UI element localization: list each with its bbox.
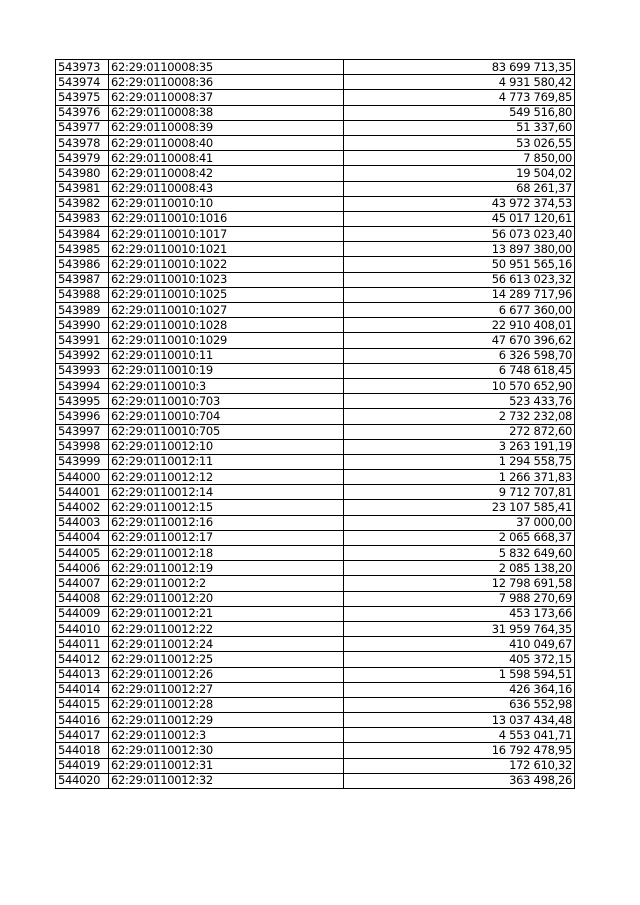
value-cell: 19 504,02: [344, 166, 575, 181]
row-id-cell: 543982: [56, 196, 109, 211]
table-row: [56, 758, 575, 773]
value-cell: 37 000,00: [344, 515, 575, 530]
value-cell: 2 065 668,37: [344, 530, 575, 545]
table-row: [56, 546, 575, 561]
table-row: [56, 318, 575, 333]
value-cell: 22 910 408,01: [344, 318, 575, 333]
table-row: [56, 743, 575, 758]
cadastral-number-cell: 62:29:0110012:14: [109, 485, 344, 500]
table-row: [56, 211, 575, 226]
table-row: [56, 151, 575, 166]
row-id-cell: 543997: [56, 424, 109, 439]
value-cell: 172 610,32: [344, 758, 575, 773]
row-id-cell: 544005: [56, 546, 109, 561]
cadastral-number-cell: 62:29:0110012:25: [109, 652, 344, 667]
row-id-cell: 543973: [56, 60, 109, 75]
cadastral-number-cell: 62:29:0110012:27: [109, 682, 344, 697]
row-id-cell: 543981: [56, 181, 109, 196]
cadastral-number-cell: 62:29:0110010:1021: [109, 242, 344, 257]
table-row: [56, 515, 575, 530]
table-row: [56, 697, 575, 712]
table-row: [56, 166, 575, 181]
table-row: [56, 272, 575, 287]
row-id-cell: 544000: [56, 470, 109, 485]
cadastral-number-cell: 62:29:0110012:17: [109, 530, 344, 545]
table-row: [56, 348, 575, 363]
cadastral-number-cell: 62:29:0110010:1029: [109, 333, 344, 348]
row-id-cell: 544012: [56, 652, 109, 667]
cadastral-number-cell: 62:29:0110010:11: [109, 348, 344, 363]
row-id-cell: 544013: [56, 667, 109, 682]
row-id-cell: 543992: [56, 348, 109, 363]
cadastral-number-cell: 62:29:0110010:1023: [109, 272, 344, 287]
table-row: [56, 242, 575, 257]
table-row: [56, 652, 575, 667]
row-id-cell: 543991: [56, 333, 109, 348]
value-cell: 6 748 618,45: [344, 363, 575, 378]
row-id-cell: 543977: [56, 120, 109, 135]
value-cell: 23 107 585,41: [344, 500, 575, 515]
row-id-cell: 544003: [56, 515, 109, 530]
value-cell: 1 598 594,51: [344, 667, 575, 682]
value-cell: 51 337,60: [344, 120, 575, 135]
value-cell: 56 073 023,40: [344, 227, 575, 242]
table-row: [56, 530, 575, 545]
table-row: [56, 667, 575, 682]
table-row: [56, 454, 575, 469]
cadastral-number-cell: 62:29:0110010:3: [109, 378, 344, 393]
table-row: [56, 591, 575, 606]
row-id-cell: 544001: [56, 485, 109, 500]
value-cell: 2 085 138,20: [344, 561, 575, 576]
row-id-cell: 543986: [56, 257, 109, 272]
value-cell: 13 037 434,48: [344, 713, 575, 728]
row-id-cell: 543989: [56, 303, 109, 318]
row-id-cell: 544014: [56, 682, 109, 697]
table-body: [56, 60, 575, 789]
value-cell: 43 972 374,53: [344, 196, 575, 211]
value-cell: 50 951 565,16: [344, 257, 575, 272]
row-id-cell: 543998: [56, 439, 109, 454]
row-id-cell: 543995: [56, 394, 109, 409]
cadastral-number-cell: 62:29:0110010:1025: [109, 287, 344, 302]
table-row: [56, 728, 575, 743]
cadastral-number-cell: 62:29:0110010:705: [109, 424, 344, 439]
cadastral-number-cell: 62:29:0110012:30: [109, 743, 344, 758]
cadastral-number-cell: 62:29:0110008:40: [109, 135, 344, 150]
row-id-cell: 544008: [56, 591, 109, 606]
cadastral-number-cell: 62:29:0110012:22: [109, 621, 344, 636]
row-id-cell: 543988: [56, 287, 109, 302]
table-row: [56, 75, 575, 90]
value-cell: 9 712 707,81: [344, 485, 575, 500]
cadastral-number-cell: 62:29:0110012:28: [109, 697, 344, 712]
row-id-cell: 544006: [56, 561, 109, 576]
value-cell: 4 553 041,71: [344, 728, 575, 743]
table-row: [56, 500, 575, 515]
row-id-cell: 544019: [56, 758, 109, 773]
table-row: [56, 637, 575, 652]
value-cell: 14 289 717,96: [344, 287, 575, 302]
cadastral-number-cell: 62:29:0110012:11: [109, 454, 344, 469]
cadastral-number-cell: 62:29:0110012:24: [109, 637, 344, 652]
cadastral-number-cell: 62:29:0110012:20: [109, 591, 344, 606]
cadastral-number-cell: 62:29:0110008:39: [109, 120, 344, 135]
row-id-cell: 543983: [56, 211, 109, 226]
value-cell: 16 792 478,95: [344, 743, 575, 758]
cadastral-number-cell: 62:29:0110008:36: [109, 75, 344, 90]
cadastral-number-cell: 62:29:0110010:703: [109, 394, 344, 409]
table-row: [56, 181, 575, 196]
cadastral-number-cell: 62:29:0110012:31: [109, 758, 344, 773]
cadastral-number-cell: 62:29:0110010:704: [109, 409, 344, 424]
value-cell: 2 732 232,08: [344, 409, 575, 424]
cadastral-number-cell: 62:29:0110012:3: [109, 728, 344, 743]
cadastral-number-cell: 62:29:0110008:38: [109, 105, 344, 120]
cadastral-number-cell: 62:29:0110012:10: [109, 439, 344, 454]
row-id-cell: 543974: [56, 75, 109, 90]
cadastral-number-cell: 62:29:0110012:32: [109, 773, 344, 788]
cadastral-number-cell: 62:29:0110010:1028: [109, 318, 344, 333]
table-row: [56, 333, 575, 348]
cadastral-number-cell: 62:29:0110010:19: [109, 363, 344, 378]
table-row: [56, 713, 575, 728]
value-cell: 3 263 191,19: [344, 439, 575, 454]
row-id-cell: 543978: [56, 135, 109, 150]
cadastral-number-cell: 62:29:0110010:1016: [109, 211, 344, 226]
value-cell: 410 049,67: [344, 637, 575, 652]
table-row: [56, 773, 575, 788]
value-cell: 7 850,00: [344, 151, 575, 166]
table-row: [56, 439, 575, 454]
table-row: [56, 60, 575, 75]
table-row: [56, 606, 575, 621]
value-cell: 636 552,98: [344, 697, 575, 712]
cadastral-number-cell: 62:29:0110012:12: [109, 470, 344, 485]
value-cell: 405 372,15: [344, 652, 575, 667]
cadastral-number-cell: 62:29:0110008:41: [109, 151, 344, 166]
cadastral-number-cell: 62:29:0110012:29: [109, 713, 344, 728]
row-id-cell: 544002: [56, 500, 109, 515]
row-id-cell: 544018: [56, 743, 109, 758]
cadastral-number-cell: 62:29:0110010:10: [109, 196, 344, 211]
value-cell: 5 832 649,60: [344, 546, 575, 561]
cadastral-number-cell: 62:29:0110012:15: [109, 500, 344, 515]
row-id-cell: 543999: [56, 454, 109, 469]
table-row: [56, 287, 575, 302]
value-cell: 56 613 023,32: [344, 272, 575, 287]
row-id-cell: 544020: [56, 773, 109, 788]
cadastral-number-cell: 62:29:0110008:42: [109, 166, 344, 181]
cadastral-number-cell: 62:29:0110012:18: [109, 546, 344, 561]
table-row: [56, 303, 575, 318]
row-id-cell: 543984: [56, 227, 109, 242]
value-cell: 363 498,26: [344, 773, 575, 788]
value-cell: 6 326 598,70: [344, 348, 575, 363]
table-row: [56, 561, 575, 576]
cadastral-number-cell: 62:29:0110012:16: [109, 515, 344, 530]
row-id-cell: 544015: [56, 697, 109, 712]
value-cell: 1 294 558,75: [344, 454, 575, 469]
cadastral-number-cell: 62:29:0110008:35: [109, 60, 344, 75]
row-id-cell: 543976: [56, 105, 109, 120]
cadastral-number-cell: 62:29:0110010:1022: [109, 257, 344, 272]
row-id-cell: 544007: [56, 576, 109, 591]
table-row: [56, 424, 575, 439]
value-cell: 12 798 691,58: [344, 576, 575, 591]
row-id-cell: 543979: [56, 151, 109, 166]
row-id-cell: 544011: [56, 637, 109, 652]
row-id-cell: 543985: [56, 242, 109, 257]
value-cell: 10 570 652,90: [344, 378, 575, 393]
value-cell: 4 773 769,85: [344, 90, 575, 105]
table-row: [56, 120, 575, 135]
value-cell: 6 677 360,00: [344, 303, 575, 318]
row-id-cell: 543987: [56, 272, 109, 287]
cadastral-number-cell: 62:29:0110012:2: [109, 576, 344, 591]
value-cell: 426 364,16: [344, 682, 575, 697]
row-id-cell: 544009: [56, 606, 109, 621]
cadastral-number-cell: 62:29:0110012:19: [109, 561, 344, 576]
table-row: [56, 135, 575, 150]
cadastral-number-cell: 62:29:0110010:1017: [109, 227, 344, 242]
table-row: [56, 363, 575, 378]
row-id-cell: 543990: [56, 318, 109, 333]
cadastral-number-cell: 62:29:0110012:21: [109, 606, 344, 621]
value-cell: 549 516,80: [344, 105, 575, 120]
table-row: [56, 257, 575, 272]
value-cell: 68 261,37: [344, 181, 575, 196]
cadastral-number-cell: 62:29:0110008:37: [109, 90, 344, 105]
row-id-cell: 544016: [56, 713, 109, 728]
table-row: [56, 227, 575, 242]
row-id-cell: 544010: [56, 621, 109, 636]
row-id-cell: 543994: [56, 378, 109, 393]
table-row: [56, 470, 575, 485]
value-cell: 53 026,55: [344, 135, 575, 150]
value-cell: 453 173,66: [344, 606, 575, 621]
value-cell: 7 988 270,69: [344, 591, 575, 606]
row-id-cell: 544017: [56, 728, 109, 743]
row-id-cell: 543993: [56, 363, 109, 378]
value-cell: 13 897 380,00: [344, 242, 575, 257]
table-row: [56, 394, 575, 409]
value-cell: 523 433,76: [344, 394, 575, 409]
table-row: [56, 682, 575, 697]
row-id-cell: 543975: [56, 90, 109, 105]
cadastral-number-cell: 62:29:0110012:26: [109, 667, 344, 682]
table-row: [56, 196, 575, 211]
table-row: [56, 485, 575, 500]
table-row: [56, 576, 575, 591]
table-row: [56, 105, 575, 120]
value-cell: 83 699 713,35: [344, 60, 575, 75]
table-row: [56, 90, 575, 105]
table-row: [56, 378, 575, 393]
row-id-cell: 543996: [56, 409, 109, 424]
row-id-cell: 543980: [56, 166, 109, 181]
table-row: [56, 409, 575, 424]
value-cell: 4 931 580,42: [344, 75, 575, 90]
value-cell: 31 959 764,35: [344, 621, 575, 636]
value-cell: 1 266 371,83: [344, 470, 575, 485]
cadastral-value-table: [55, 59, 575, 789]
value-cell: 47 670 396,62: [344, 333, 575, 348]
cadastral-number-cell: 62:29:0110008:43: [109, 181, 344, 196]
value-cell: 45 017 120,61: [344, 211, 575, 226]
cadastral-number-cell: 62:29:0110010:1027: [109, 303, 344, 318]
row-id-cell: 544004: [56, 530, 109, 545]
value-cell: 272 872,60: [344, 424, 575, 439]
table-row: [56, 621, 575, 636]
